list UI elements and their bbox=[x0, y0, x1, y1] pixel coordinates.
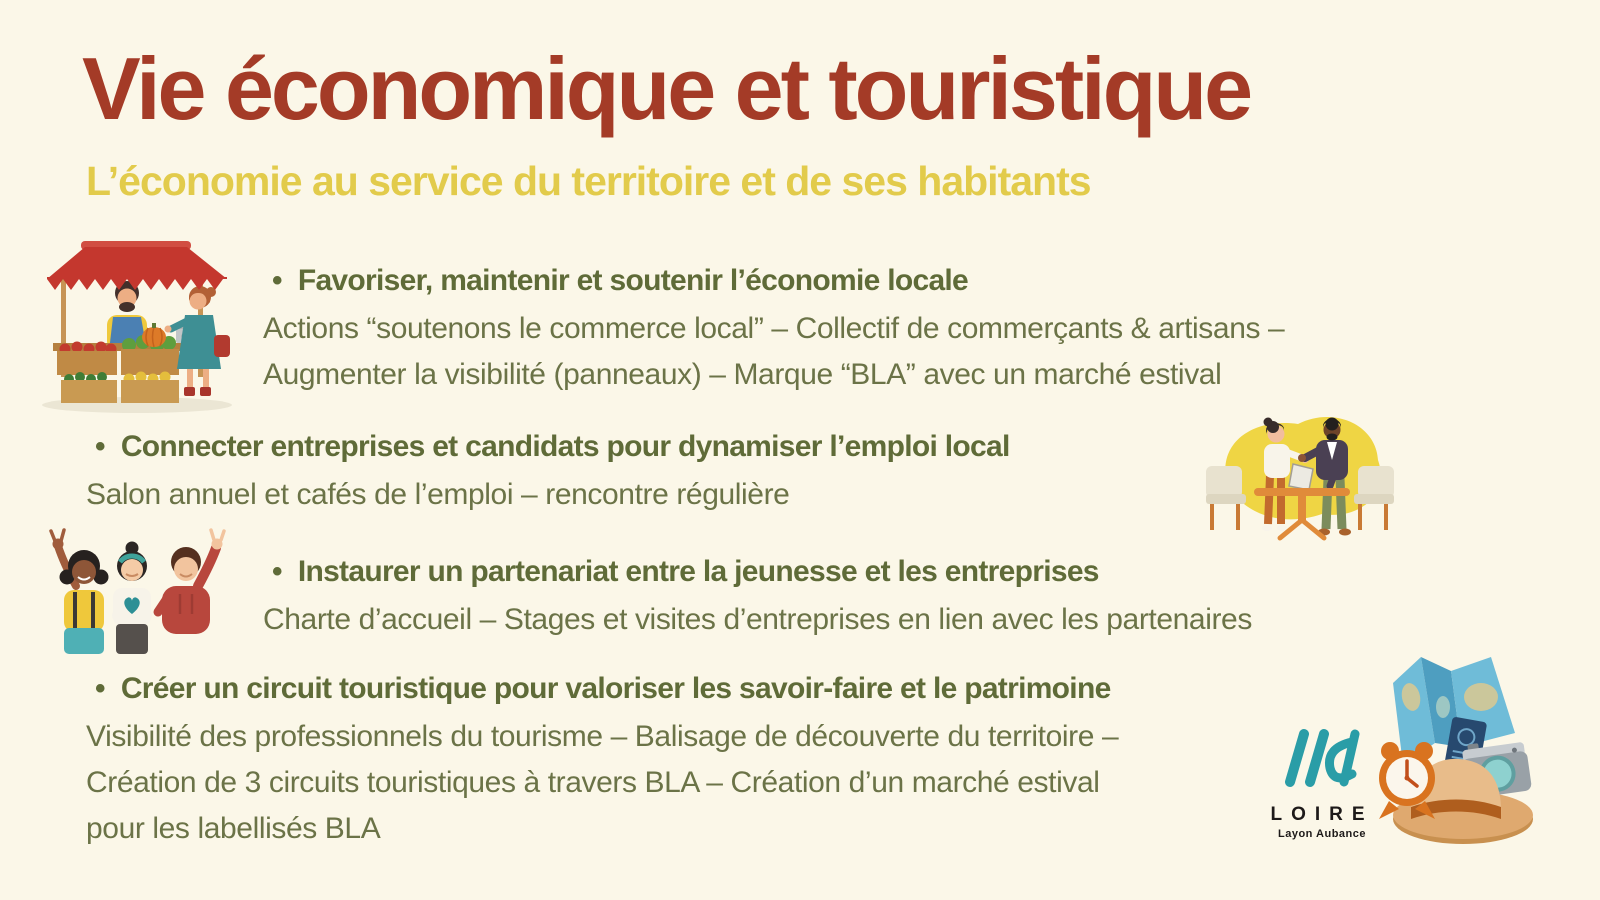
bullet-icon: • bbox=[272, 264, 282, 297]
section-body-line: Visibilité des professionnels du tourisme – Balisage de découverte du territoire – bbox=[86, 720, 1119, 753]
logo-tagline: Layon Aubance bbox=[1278, 828, 1366, 840]
page-title: Vie économique et touristique bbox=[82, 39, 1251, 138]
section-heading-text: Connecter entreprises et candidats pour dynamiser l’emploi local bbox=[120, 430, 1010, 463]
canopy bbox=[47, 241, 227, 290]
section-heading-text: Créer un circuit touristique pour valoriser les savoir-faire et le patrimoine bbox=[120, 672, 1111, 705]
section-body-line: Salon annuel et cafés de l’emploi – rencontre régulière bbox=[86, 478, 790, 511]
logo-wordmark: LOIRE bbox=[1270, 804, 1374, 825]
section-heading bbox=[86, 430, 1010, 464]
section-economie-locale bbox=[263, 264, 1284, 398]
section-circuit-touristique bbox=[86, 672, 1118, 852]
bullet-icon: • bbox=[272, 555, 282, 588]
page-subtitle: L’économie au service du territoire et de ses habitants bbox=[86, 158, 1091, 204]
section-body-line: Actions “soutenons le commerce local” – Collectif de commerçants & artisans – bbox=[263, 312, 1285, 345]
section-heading bbox=[263, 555, 1252, 589]
chair-right bbox=[1354, 466, 1394, 530]
section-body-line: Charte d’accueil – Stages et visites d’entreprises en lien avec les partenaires bbox=[263, 603, 1252, 636]
bullet-icon: • bbox=[95, 430, 105, 463]
teen-girl-middle bbox=[112, 542, 152, 655]
section-jeunesse-entreprises bbox=[263, 555, 1252, 643]
section-heading bbox=[263, 264, 1284, 298]
section-emploi-local bbox=[86, 430, 1010, 518]
logo-lla-mark bbox=[1290, 734, 1355, 782]
chair-left bbox=[1206, 466, 1246, 530]
section-body-line: Augmenter la visibilité (panneaux) – Marque “BLA” avec un marché estival bbox=[263, 358, 1222, 391]
section-body-line: Création de 3 circuits touristiques à travers BLA – Création d’un marché estival bbox=[86, 766, 1100, 799]
teenagers-illustration bbox=[20, 522, 245, 657]
section-body-line: pour les labellisés BLA bbox=[86, 812, 381, 845]
market-stall-illustration bbox=[35, 237, 250, 417]
handshake-meeting-illustration bbox=[1198, 398, 1403, 543]
bullet-icon: • bbox=[95, 672, 105, 705]
loire-layon-aubance-logo bbox=[1258, 720, 1386, 846]
section-heading-text: Favoriser, maintenir et soutenir l’économie locale bbox=[297, 264, 969, 297]
teen-girl-left bbox=[51, 530, 109, 654]
section-heading bbox=[86, 672, 1118, 706]
teen-boy-right bbox=[158, 530, 224, 634]
section-heading-text: Instaurer un partenariat entre la jeunesse et les entreprises bbox=[297, 555, 1099, 588]
